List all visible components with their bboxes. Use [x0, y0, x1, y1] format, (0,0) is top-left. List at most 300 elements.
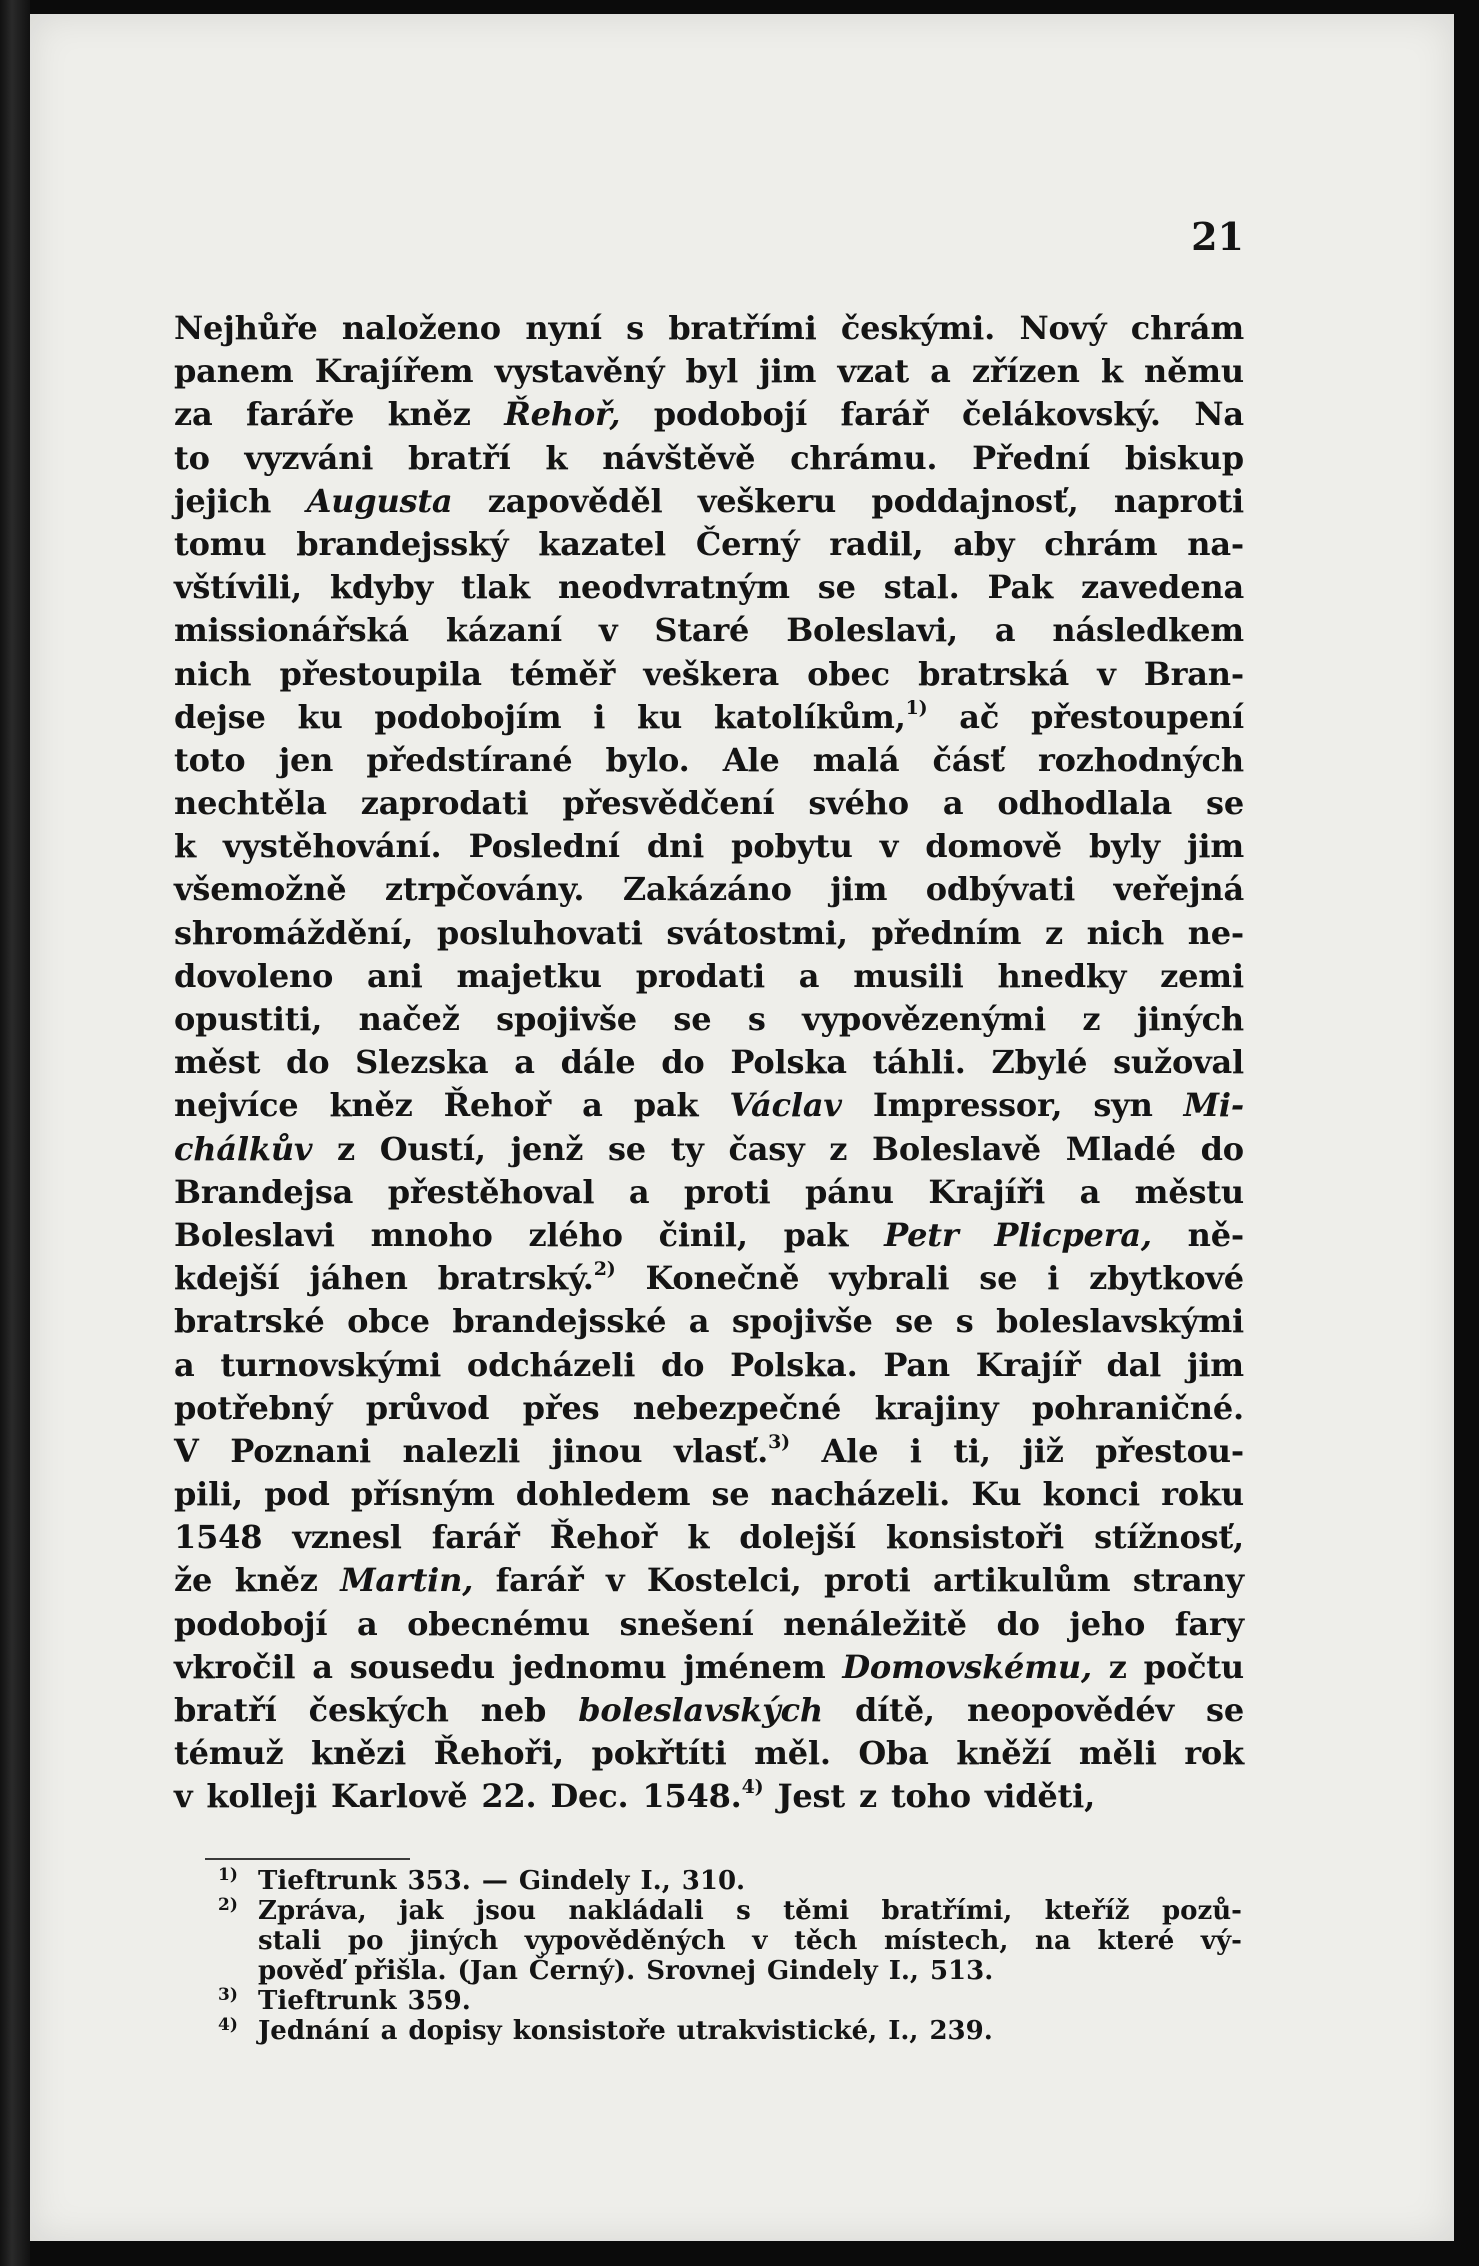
word: a	[514, 1043, 535, 1082]
word: opustiti,	[174, 1000, 323, 1038]
word: jiných	[1136, 1000, 1244, 1038]
word: artikulům	[933, 1561, 1111, 1600]
text-line	[174, 955, 1244, 998]
word: Mladé	[1065, 1129, 1176, 1168]
text-line	[174, 696, 1244, 739]
word: faráře	[245, 395, 355, 434]
word: počtu	[1143, 1647, 1244, 1686]
word: nyní	[525, 309, 602, 347]
word: ty	[670, 1129, 704, 1168]
word: do	[996, 1604, 1040, 1643]
word: a	[582, 1086, 603, 1125]
word: českými.	[840, 309, 996, 347]
word: stal.	[883, 568, 960, 607]
word: téměř	[509, 654, 616, 693]
text-line	[174, 1775, 1244, 1818]
word: radil,	[829, 524, 924, 563]
word: syn	[1093, 1086, 1153, 1125]
word: jeho	[1069, 1604, 1146, 1643]
word: Na	[1194, 395, 1244, 434]
word: naloženo	[341, 309, 501, 347]
word: ti,	[953, 1431, 991, 1470]
word: byly	[1089, 827, 1160, 866]
word: vzat	[837, 352, 909, 391]
word: Staré	[654, 611, 750, 650]
word: Dec.	[550, 1777, 629, 1816]
word: Řehoř	[549, 1518, 658, 1557]
word: biskup	[1124, 438, 1244, 477]
word: Oba	[858, 1734, 929, 1773]
word: chrámu.	[790, 438, 938, 477]
word: jenž	[510, 1129, 584, 1168]
word: s	[626, 309, 644, 347]
word: Ale	[722, 740, 780, 779]
italic-word: Augusta	[306, 481, 453, 520]
word: kněz	[234, 1561, 318, 1600]
book-spine-edge	[0, 0, 30, 2266]
word: neopovědév	[966, 1691, 1174, 1729]
word: odhodlala	[997, 784, 1173, 823]
word: neb	[480, 1691, 547, 1729]
word: missionářská	[174, 611, 409, 650]
word: katolíkům,$^{1)}$	[713, 696, 928, 736]
text-line	[174, 1732, 1244, 1775]
word: farář	[840, 395, 929, 434]
word: veškeru	[697, 481, 837, 520]
word: viděti,	[984, 1777, 1096, 1816]
word: Brandejsa	[174, 1172, 354, 1211]
word: roku	[1161, 1475, 1244, 1514]
word: Krajíři	[928, 1172, 1046, 1211]
word: kázaní	[445, 611, 562, 650]
word: k	[545, 438, 568, 477]
word: se	[673, 1000, 712, 1038]
footnote-mark: 3)	[218, 1985, 238, 2005]
word: naproti	[1113, 481, 1244, 520]
word: jim	[1186, 827, 1244, 866]
word: 1548	[174, 1518, 263, 1557]
word: sužoval	[1113, 1043, 1244, 1082]
text-line	[174, 1128, 1244, 1171]
italic-word: Václav	[729, 1086, 842, 1125]
word: bratrský.$^{2)}$	[437, 1258, 616, 1298]
word: odbývati	[925, 870, 1076, 909]
word: Poznani	[230, 1431, 371, 1470]
word: vyzváni	[244, 438, 374, 477]
word: do	[661, 1043, 705, 1082]
word: a	[628, 1172, 650, 1211]
word: bratří	[174, 1691, 277, 1729]
word: že	[174, 1561, 213, 1600]
word: měl.	[754, 1734, 831, 1773]
word: následkem	[1052, 611, 1244, 650]
word: byl	[685, 352, 739, 391]
word: se	[607, 1129, 646, 1168]
word: farář	[495, 1561, 584, 1600]
word: jim	[759, 352, 817, 391]
word: přestěhoval	[387, 1172, 595, 1211]
word: pak	[633, 1086, 699, 1125]
footnote	[218, 1985, 1242, 2016]
text-line	[174, 350, 1244, 393]
word: městu	[1134, 1172, 1244, 1211]
word: brandejsské	[452, 1302, 667, 1341]
word: knězi	[310, 1734, 407, 1773]
text-line	[174, 1041, 1244, 1084]
italic-word: Martin,	[340, 1561, 474, 1600]
word: k	[1100, 352, 1123, 391]
word: svátostmi,	[666, 913, 848, 952]
word: Ale	[821, 1431, 879, 1470]
word: bratřími	[668, 309, 817, 347]
italic-word: chálkův	[174, 1129, 313, 1168]
word: shromáždění,	[174, 913, 414, 952]
word: to	[174, 438, 210, 477]
word: průvod	[365, 1388, 490, 1427]
word: témuž	[174, 1734, 284, 1773]
text-line	[174, 1084, 1244, 1127]
word: nejvíce	[174, 1086, 299, 1125]
text-line	[174, 1646, 1244, 1689]
footnote-reference: 2)	[593, 1258, 616, 1281]
word: stížnosť,	[1094, 1518, 1244, 1557]
word: z	[829, 1129, 848, 1168]
word: Krajíř	[975, 1345, 1081, 1384]
word: nalezli	[402, 1431, 521, 1470]
word: dejse	[174, 697, 266, 736]
word: Nový	[1019, 309, 1107, 347]
word: kdejší	[174, 1259, 280, 1298]
word: farář	[431, 1518, 520, 1557]
word: tlak	[460, 568, 531, 607]
text-line	[174, 609, 1244, 652]
word: vybrali	[829, 1259, 950, 1298]
footnote-line: Tieftrunk 353. — Gindely I., 310.	[258, 1866, 746, 1896]
text-line	[174, 868, 1244, 911]
italic-word: boleslavských	[578, 1691, 823, 1729]
word: se	[711, 1475, 750, 1514]
word: proti	[683, 1172, 771, 1211]
word: táhli.	[872, 1043, 966, 1082]
word: vštívili,	[174, 568, 302, 607]
word: pobytu	[731, 827, 853, 866]
word: ku	[297, 697, 343, 736]
word: tomu	[174, 524, 267, 563]
word: nechtěla	[174, 784, 327, 823]
text-line	[174, 653, 1244, 696]
footnote-reference: 3)	[768, 1430, 790, 1453]
footnote-mark: 2)	[218, 1895, 238, 1915]
word: dovoleno	[174, 956, 334, 995]
word: odcházeli	[466, 1345, 636, 1384]
word: Polska	[730, 1043, 847, 1082]
word: měli	[1078, 1734, 1157, 1773]
word: v	[174, 1777, 193, 1816]
word: Polska.	[730, 1345, 858, 1384]
word: 22.	[481, 1777, 537, 1816]
word: rozhodných	[1037, 740, 1244, 779]
word: Zbylé	[991, 1043, 1088, 1082]
word: vypovězenými	[802, 1000, 1046, 1038]
word: Černý	[695, 524, 800, 563]
word: pohraničné.	[1031, 1388, 1244, 1427]
word: z	[858, 1777, 877, 1816]
text-line	[174, 1214, 1244, 1257]
word: 1548.$^{4)}$	[642, 1776, 764, 1816]
word: krajiny	[874, 1388, 999, 1427]
word: přesvědčení	[562, 784, 775, 823]
word: dítě,	[855, 1691, 935, 1729]
word: Slezska	[355, 1043, 489, 1082]
word: v	[879, 827, 899, 866]
text-line	[174, 1516, 1244, 1559]
word: Pan	[883, 1345, 950, 1384]
word: jinou	[551, 1431, 643, 1470]
text-line	[174, 1344, 1244, 1387]
word: Konečně	[645, 1259, 800, 1298]
word: nacházeli.	[770, 1475, 951, 1514]
word: načež	[358, 1000, 460, 1038]
word: čásť	[932, 740, 1005, 779]
word: sousedu	[349, 1647, 495, 1686]
text-line	[174, 1559, 1244, 1602]
text-line	[174, 1603, 1244, 1646]
word: v	[1097, 654, 1116, 693]
word: snešení	[619, 1604, 754, 1643]
word: posluhovati	[436, 913, 643, 952]
word: nenáležitě	[783, 1604, 967, 1643]
word: všemožně	[174, 870, 347, 909]
word: kněz	[329, 1086, 413, 1125]
book-page	[30, 14, 1454, 2241]
word: přestoupila	[279, 654, 482, 693]
word: Oustí,	[379, 1129, 486, 1168]
text-line	[174, 912, 1244, 955]
word: kněz	[387, 395, 471, 434]
word: panem	[174, 352, 294, 391]
footnote-line: Jednání a dopisy konsistoře utrakvistické, I., 239.	[258, 2016, 993, 2046]
text-line	[174, 393, 1244, 436]
word: vystavěný	[494, 352, 665, 391]
footnote-mark: 4)	[218, 2015, 238, 2035]
word: Boleslavi,	[786, 611, 958, 650]
word: proti	[824, 1561, 911, 1600]
word: k	[174, 827, 196, 866]
word: toho	[890, 1777, 971, 1816]
word: vznesl	[292, 1518, 402, 1557]
word: rok	[1184, 1734, 1244, 1773]
word: nebezpečné	[632, 1388, 842, 1427]
word: přísným	[350, 1475, 495, 1514]
word: chrám	[1044, 524, 1158, 563]
word: pak	[783, 1215, 849, 1254]
word: kdyby	[329, 568, 434, 607]
text-line	[174, 998, 1244, 1041]
word: němu	[1144, 352, 1244, 391]
word: turnovskými	[220, 1345, 442, 1384]
word: i	[1047, 1259, 1060, 1298]
text-line	[174, 480, 1244, 523]
word: Krajířem	[314, 352, 474, 391]
word: ač	[959, 697, 1000, 736]
word: zavedena	[1080, 568, 1244, 607]
word: a	[798, 956, 820, 995]
word: do	[286, 1043, 330, 1082]
word: a	[994, 611, 1016, 650]
word: i	[909, 1431, 922, 1470]
footnotes-block	[218, 1865, 1242, 2046]
word: Nejhůře	[174, 309, 318, 347]
word: Pak	[987, 568, 1054, 607]
word: obecnému	[407, 1604, 590, 1643]
word: z	[337, 1129, 356, 1168]
word: svého	[808, 784, 909, 823]
word: spojivše	[496, 1000, 637, 1038]
footnote	[218, 2015, 1242, 2046]
word: a	[174, 1345, 195, 1384]
footnote-line: Tieftrunk 359.	[258, 1986, 471, 2016]
text-line	[174, 1387, 1244, 1430]
word: mnoho	[370, 1215, 493, 1254]
word: brandejsský	[296, 524, 509, 563]
word: na-	[1187, 524, 1244, 563]
word: jim	[1186, 1345, 1244, 1384]
word: veškera	[643, 654, 780, 693]
text-line	[174, 1473, 1244, 1516]
word: jejich	[174, 481, 272, 520]
word: poddajnosť,	[871, 481, 1079, 520]
word: majetku	[456, 956, 602, 995]
word: zřízen	[971, 352, 1080, 391]
word: a	[356, 1604, 378, 1643]
footnote-reference: 1)	[905, 696, 928, 719]
word: zapověděl	[487, 481, 663, 520]
word: dohledem	[515, 1475, 691, 1514]
word: jim	[830, 870, 888, 909]
word: kazatel	[538, 524, 666, 563]
word: přestou-	[1095, 1431, 1244, 1470]
word: jáhen	[309, 1259, 408, 1298]
word: Řehoř	[443, 1086, 552, 1125]
italic-word: Plicpera,	[994, 1215, 1152, 1254]
word: potřebný	[174, 1388, 333, 1427]
word: spojivše	[731, 1302, 873, 1341]
word: ani	[367, 956, 423, 995]
text-line	[174, 1689, 1244, 1732]
word: podobojí	[653, 395, 808, 434]
word: malá	[812, 740, 900, 779]
word: konsistoři	[885, 1518, 1065, 1557]
word: obec	[807, 654, 890, 693]
word: zlého	[528, 1215, 623, 1254]
word: vystěhování.	[223, 827, 442, 866]
word: ne-	[1187, 913, 1244, 952]
word: kolleji	[206, 1777, 317, 1816]
italic-word: Řehoř,	[504, 395, 621, 434]
word: Impressor,	[872, 1086, 1063, 1125]
word: a	[1079, 1172, 1101, 1211]
word: českých	[308, 1691, 449, 1729]
word: jednomu	[511, 1647, 667, 1686]
footnote-line: Zpráva, jak jsou nakládali s těmi bratřími, kteříž pozů-	[258, 1896, 1242, 1926]
word: domově	[925, 827, 1062, 866]
word: chrám	[1130, 309, 1244, 347]
word: a	[312, 1647, 333, 1686]
footnote-separator	[205, 1858, 410, 1860]
word: hnedky	[997, 956, 1127, 995]
word: přestoupení	[1030, 697, 1244, 736]
word: prodati	[635, 956, 765, 995]
word: veřejná	[1113, 870, 1244, 909]
word: a	[688, 1302, 710, 1341]
word: i	[593, 697, 606, 736]
word: z	[1044, 913, 1063, 952]
word: vlasť.$^{3)}$	[673, 1430, 790, 1470]
word: strany	[1132, 1561, 1244, 1600]
word: boleslavskými	[996, 1302, 1244, 1341]
word: do	[1200, 1129, 1244, 1168]
word: dni	[646, 827, 705, 866]
footnote-mark: 1)	[218, 1865, 238, 1885]
word: se	[895, 1302, 934, 1341]
word: kněží	[956, 1734, 1052, 1773]
text-line	[174, 1171, 1244, 1214]
word: dal	[1106, 1345, 1162, 1384]
word: pánu	[804, 1172, 894, 1211]
page-number: 21	[1191, 214, 1244, 259]
word: jménem	[683, 1647, 826, 1686]
word: obce	[347, 1302, 430, 1341]
word: dále	[560, 1043, 636, 1082]
main-text-block	[174, 307, 1244, 1819]
word: Řehoři,	[433, 1734, 564, 1773]
text-line	[174, 739, 1244, 782]
word: k	[687, 1518, 710, 1557]
footnote-line: stali po jiných vypověděných v těch místech, na které vý-	[258, 1926, 1242, 1956]
word: nich	[1086, 913, 1165, 952]
word: vkročil	[174, 1647, 296, 1686]
word: Zakázáno	[622, 870, 792, 909]
text-line	[174, 523, 1244, 566]
word: ně-	[1187, 1215, 1244, 1254]
word: se	[1206, 784, 1244, 823]
word: zbytkové	[1089, 1259, 1244, 1298]
word: se	[1206, 1691, 1244, 1729]
word: podobojím	[374, 697, 562, 736]
word: musili	[853, 956, 964, 995]
word: z	[1108, 1647, 1127, 1686]
word: s	[747, 1000, 766, 1038]
word: zaprodati	[360, 784, 529, 823]
word: Bran-	[1143, 654, 1244, 693]
word: ztrpčovány.	[384, 870, 585, 909]
word: bratří	[408, 438, 511, 477]
word: Boleslavě	[872, 1129, 1041, 1168]
word: časy	[728, 1129, 805, 1168]
text-line	[174, 1300, 1244, 1343]
word: návštěvě	[602, 438, 756, 477]
word: se	[979, 1259, 1018, 1298]
text-line	[174, 566, 1244, 609]
word: pod	[264, 1475, 330, 1514]
word: předním	[871, 913, 1022, 952]
word: toto	[174, 740, 246, 779]
footnote	[218, 1895, 1242, 1986]
word: přes	[522, 1388, 600, 1427]
text-line	[174, 307, 1244, 350]
word: fary	[1174, 1604, 1244, 1643]
text-line	[174, 1257, 1244, 1300]
